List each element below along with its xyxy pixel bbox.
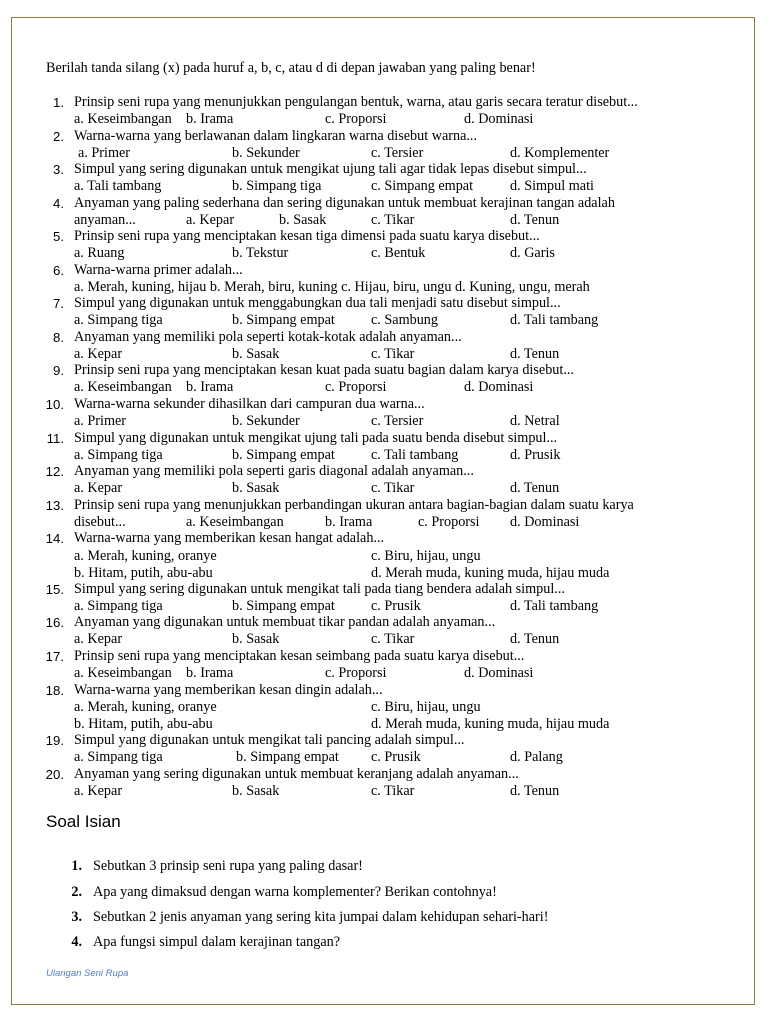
answer-option: d. Prusik <box>510 447 561 463</box>
question-row <box>0 648 768 665</box>
answer-option: c. Biru, hijau, ungu <box>371 699 481 715</box>
answer-option: a. Simpang tiga <box>74 749 163 765</box>
answer-option: a. Tali tambang <box>74 178 162 194</box>
question-text: Simpul yang sering digunakan untuk mengikat ujung tali agar tidak lepas disebut simpul... <box>74 161 587 177</box>
answer-option: c. Proporsi <box>418 514 480 530</box>
answer-option: b. Tekstur <box>232 245 289 261</box>
answer-option: c. Proporsi <box>325 111 387 127</box>
essay-text: Apa yang dimaksud dengan warna komplementer? Berikan contohnya! <box>93 884 497 900</box>
question-number: 7. <box>53 296 64 311</box>
answer-option: a. Kepar <box>74 346 123 362</box>
question-number: 3. <box>53 162 64 177</box>
question-row <box>0 530 768 547</box>
question-text: Simpul yang digunakan untuk mengikat ujung tali pada suatu benda disebut simpul... <box>74 430 558 446</box>
answer-option: b. Simpang empat <box>232 598 335 614</box>
answer-option: b. Sekunder <box>232 145 300 161</box>
question-text: Anyaman yang paling sederhana dan sering digunakan untuk membuat kerajinan tangan adalah <box>74 195 615 211</box>
answer-option: d. Dominasi <box>464 665 534 681</box>
question-number: 8. <box>53 330 64 345</box>
answer-option: d. Dominasi <box>464 379 534 395</box>
question-number: 10. <box>45 397 64 412</box>
question-row <box>0 732 768 749</box>
question-text: Prinsip seni rupa yang menunjukkan pengulangan bentuk, warna, atau garis secara teratur disebut... <box>74 94 638 110</box>
question-number: 20. <box>45 767 64 782</box>
question-text: Warna-warna yang memberikan kesan hangat adalah... <box>74 530 385 546</box>
question-number: 12. <box>45 464 64 479</box>
answer-option: d. Tenun <box>510 783 560 799</box>
question-row <box>0 497 768 514</box>
question-number: 16. <box>45 615 64 630</box>
question-number: 6. <box>53 263 64 278</box>
answer-option: c. Tersier <box>371 145 424 161</box>
answer-option: b. Sasak <box>232 631 280 647</box>
question-text: Prinsip seni rupa yang menciptakan kesan tiga dimensi pada suatu karya disebut... <box>74 228 540 244</box>
question-number: 13. <box>45 498 64 513</box>
answer-option: b. Sasak <box>232 346 280 362</box>
question-row <box>0 262 768 279</box>
question-row <box>0 295 768 312</box>
question-row <box>0 463 768 480</box>
question-row <box>0 329 768 346</box>
question-row <box>0 128 768 145</box>
answer-option: d. Palang <box>510 749 563 765</box>
answer-option: c. Biru, hijau, ungu <box>371 548 481 564</box>
question-number: 18. <box>45 683 64 698</box>
instruction: Berilah tanda silang (x) pada huruf a, b, c, atau d di depan jawaban yang paling benar! <box>46 60 536 76</box>
question-row <box>0 396 768 413</box>
footer-text: Ulangan Seni Rupa <box>46 968 129 979</box>
question-text: Warna-warna sekunder dihasilkan dari campuran dua warna... <box>74 396 425 412</box>
question-number: 4. <box>53 196 64 211</box>
answer-option: c. Tali tambang <box>371 447 459 463</box>
answer-option: b. Hitam, putih, abu-abu <box>74 716 213 732</box>
question-text: Warna-warna primer adalah... <box>74 262 243 278</box>
answer-option: a. Simpang tiga <box>74 598 163 614</box>
question-row <box>0 362 768 379</box>
question-row <box>0 195 768 212</box>
answer-option: d. Tenun <box>510 480 560 496</box>
answer-option: d. Tenun <box>510 631 560 647</box>
answer-option: c. Tikar <box>371 346 415 362</box>
answer-option: c. Proporsi <box>325 379 387 395</box>
answer-option: c. Prusik <box>371 598 421 614</box>
answer-option: disebut... <box>74 514 126 530</box>
essay-number: 2. <box>71 884 82 900</box>
essay-text: Sebutkan 2 jenis anyaman yang sering kita jumpai dalam kehidupan sehari-hari! <box>93 909 549 925</box>
answer-option: c. Tikar <box>371 783 415 799</box>
question-text: Prinsip seni rupa yang menciptakan kesan kuat pada suatu bagian dalam karya disebut... <box>74 362 574 378</box>
answer-option: a. Keseimbangan <box>74 665 172 681</box>
answer-option: c. Tikar <box>371 212 415 228</box>
question-number: 2. <box>53 129 64 144</box>
answer-option: a. Ruang <box>74 245 125 261</box>
answer-option: b. Sasak <box>232 480 280 496</box>
essay-number: 4. <box>71 934 82 950</box>
question-text: Warna-warna yang memberikan kesan dingin adalah... <box>74 682 383 698</box>
answer-option: a. Keseimbangan <box>74 111 172 127</box>
answer-option: d. Komplementer <box>510 145 610 161</box>
answer-option: d. Netral <box>510 413 560 429</box>
answer-option: b. Irama <box>186 379 234 395</box>
answer-option: b. Sasak <box>279 212 327 228</box>
question-row <box>0 161 768 178</box>
question-text: Warna-warna yang berlawanan dalam lingkaran warna disebut warna... <box>74 128 478 144</box>
answer-option: d. Merah muda, kuning muda, hijau muda <box>371 716 610 732</box>
question-row <box>0 766 768 783</box>
question-row <box>0 581 768 598</box>
answer-option: b. Irama <box>325 514 373 530</box>
answer-option: d. Merah muda, kuning muda, hijau muda <box>371 565 610 581</box>
answer-option: b. Simpang empat <box>232 312 335 328</box>
answer-option: b. Simpang empat <box>232 447 335 463</box>
answer-option: d. Garis <box>510 245 555 261</box>
answer-option: b. Simpang empat <box>236 749 339 765</box>
essay-text: Apa fungsi simpul dalam kerajinan tangan? <box>93 934 341 950</box>
essay-number: 3. <box>71 909 82 925</box>
answer-option: a. Merah, kuning, oranye <box>74 699 217 715</box>
answer-option: b. Sasak <box>232 783 280 799</box>
answer-option: d. Tenun <box>510 346 560 362</box>
question-text: Anyaman yang memiliki pola seperti kotak-kotak adalah anyaman... <box>74 329 462 345</box>
answer-option: a. Primer <box>78 145 131 161</box>
question-text: Prinsip seni rupa yang menunjukkan perbandingan ukuran antara bagian-bagian dalam suatu karya <box>74 497 634 513</box>
question-row <box>0 682 768 699</box>
answer-option: b. Hitam, putih, abu-abu <box>74 565 213 581</box>
answer-option: b. Irama <box>186 111 234 127</box>
question-text: Anyaman yang memiliki pola seperti garis diagonal adalah anyaman... <box>74 463 474 479</box>
answer-option: a. Simpang tiga <box>74 312 163 328</box>
answer-option: anyaman... <box>74 212 136 228</box>
question-number: 14. <box>45 531 64 546</box>
answer-option: b. Simpang tiga <box>232 178 322 194</box>
answer-option: b. Sekunder <box>232 413 300 429</box>
question-number: 17. <box>45 649 64 664</box>
answer-option: a. Keseimbangan <box>186 514 284 530</box>
answer-option: a. Kepar <box>74 631 123 647</box>
answer-option: d. Tenun <box>510 212 560 228</box>
answer-option: d. Dominasi <box>464 111 534 127</box>
answer-option: c. Tikar <box>371 631 415 647</box>
answer-option: a. Merah, kuning, hijau b. Merah, biru, kuning c. Hijau, biru, ungu d. Kuning, ungu, merah <box>74 279 590 295</box>
question-row <box>0 228 768 245</box>
answer-option: a. Keseimbangan <box>74 379 172 395</box>
question-text: Simpul yang sering digunakan untuk mengikat tali pada tiang bendera adalah simpul... <box>74 581 565 597</box>
question-number: 19. <box>45 733 64 748</box>
question-row <box>0 614 768 631</box>
question-text: Anyaman yang sering digunakan untuk membuat keranjang adalah anyaman... <box>74 766 519 782</box>
answer-option: d. Tali tambang <box>510 598 599 614</box>
answer-option: c. Sambung <box>371 312 438 328</box>
answer-option: c. Tersier <box>371 413 424 429</box>
essay-number: 1. <box>71 858 82 874</box>
question-number: 1. <box>53 95 64 110</box>
question-text: Simpul yang digunakan untuk mengikat tali pancing adalah simpul... <box>74 732 465 748</box>
question-row <box>0 94 768 111</box>
question-text: Simpul yang digunakan untuk menggabungkan dua tali menjadi satu disebut simpul... <box>74 295 561 311</box>
answer-option: d. Dominasi <box>510 514 580 530</box>
answer-option: a. Kepar <box>186 212 235 228</box>
answer-option: d. Simpul mati <box>510 178 594 194</box>
answer-option: a. Primer <box>74 413 127 429</box>
answer-option: a. Kepar <box>74 783 123 799</box>
question-number: 15. <box>45 582 64 597</box>
question-number: 5. <box>53 229 64 244</box>
answer-option: a. Kepar <box>74 480 123 496</box>
answer-option: d. Tali tambang <box>510 312 599 328</box>
answer-option: c. Proporsi <box>325 665 387 681</box>
question-number: 9. <box>53 363 64 378</box>
answer-option: c. Tikar <box>371 480 415 496</box>
question-number: 11. <box>46 431 64 446</box>
answer-option: b. Irama <box>186 665 234 681</box>
question-row <box>0 430 768 447</box>
essay-text: Sebutkan 3 prinsip seni rupa yang paling dasar! <box>93 858 363 874</box>
answer-option: a. Merah, kuning, oranye <box>74 548 217 564</box>
answer-option: c. Simpang empat <box>371 178 474 194</box>
question-text: Anyaman yang digunakan untuk membuat tikar pandan adalah anyaman... <box>74 614 496 630</box>
section-title: Soal Isian <box>46 812 121 831</box>
answer-option: a. Simpang tiga <box>74 447 163 463</box>
question-text: Prinsip seni rupa yang menciptakan kesan seimbang pada suatu karya disebut... <box>74 648 525 664</box>
answer-option: c. Bentuk <box>371 245 426 261</box>
answer-option: c. Prusik <box>371 749 421 765</box>
